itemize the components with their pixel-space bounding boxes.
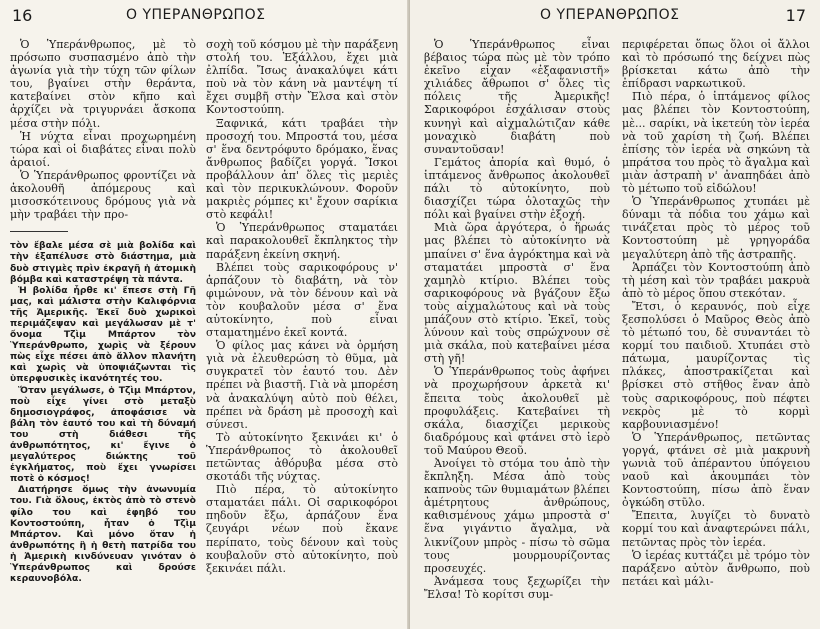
paragraph: Ἔπειτα, λυγίζει τὸ δυνατὸ κορμί του καὶ ἀναφτερώνει πάλι, πετῶντας πρὸς τὸν ἱερέα. bbox=[622, 509, 810, 549]
paragraph: σοχὴ τοῦ κόσμου μὲ τὴν παράξενη στολή του. Ἐξάλλου, ἔχει μιὰ ἐλπίδα. Ἴσως ἀνακαλύψει κάτι ποὺ νὰ τὸν κάνη νὰ μαντέψη τί ἔχει συμβῆ στὴν Ἔλσα καὶ στὸν Κοντοστούπη. bbox=[206, 38, 398, 117]
paragraph: Ὁ ἱερέας κυττάζει μὲ τρόμο τὸν παράξενο αὐτὸν ἄνθρωπο, ποὺ πετάει καὶ μάλι- bbox=[622, 548, 810, 588]
paragraph: Ἡ νύχτα εἶναι προχωρημένη τώρα καὶ οἱ διαβάτες εἶναι πολὺ ἀραιοί. bbox=[10, 129, 196, 169]
footnote-paragraph: τὸν ἔβαλε μέσα σὲ μιὰ βολίδα καὶ τὴν ἐξαπέλυσε στὸ διάστημα, μιὰ δυὸ στιγμὲς πρὶν ἐκραγῆ ἡ ἀτομικὴ βόμβα καὶ καταστρέψη τὰ πάντα. bbox=[10, 240, 196, 285]
paragraph: περιφέρεται ὅπως ὅλοι οἱ ἄλλοι καὶ τὸ πρόσωπό της δείχνει πὼς βρίσκεται κάτω ἀπὸ τὴν ἐπίδρασι ναρκωτικοῦ. bbox=[622, 38, 810, 91]
paragraph: Ὁ Ὑπεράνθρωπος εἶναι βέβαιος τώρα πὼς μὲ τὸν τρόπο ἐκεῖνο εἶχαν «ἐξαφανιστῆ» χιλιάδες ἄθρωποι σ' ὅλες τὶς πόλεις τῆς Ἀμερικῆς! Σαρικοφόροι ἐσχάλισαν στοὺς κυνηγὶ καὶ αἰχμαλώτιζαν κάθε μοναχικὸ διαβάτη ποὺ συναντοῦσαν! bbox=[424, 38, 610, 156]
right-page bbox=[410, 0, 820, 629]
paragraph: Πιὸ πέρα, ὁ ἱπτάμενος φίλος μας βλέπει τὸν Κοντοστούπη, μὲ... σαρίκι, νὰ ἱκετεύη τὸν ἱερέα νὰ τοῦ χαρίση τὴ ζωή. Βλέπει ἐπίσης τὸν ἱερέα νὰ σηκώνη τὰ μπράτσα του πρὸς τὸ ἄγαλμα καὶ μιὰν ἀστραπὴ ν' ἀναπηδάει ἀπὸ τὸ μέτωπο τοῦ εἰδώλου! bbox=[622, 90, 810, 196]
footnote-rule bbox=[10, 231, 68, 232]
paragraph: Ἀνοίγει τὸ στόμα του ἀπὸ τὴν ἔκπληξη. Μέσα ἀπὸ τοὺς καπνοὺς τῶν θυμιαμάτων βλέπει ἀμέτρητους ἀνθρώπους, καθισμένους χάμω μπροστὰ σ' ἕνα γιγάντιο ἄγαλμα, νὰ λικνίζουν μπρὸς - πίσω τὸ σῶμα τους μουρμουρίζοντας προσευχές. bbox=[424, 457, 610, 575]
footnote-paragraph: Ὅταν μεγάλωσε, ὁ Τζὶμ Μπάρτον, ποὺ εἶχε γίνει στὸ μεταξὺ δημοσιογράφος, ἀποφάσισε νὰ βάλη τὸν ἑαυτό του καὶ τὴ δύναμή του στὴ διάθεσι τῆς ἀνθρωπότητος, κι' ἔγινε ὁ μεγαλύτερος διώκτης τοῦ ἐγκλήματος, ποὺ ἔχει γνωρίσει ποτὲ ὁ κόσμος! bbox=[10, 384, 196, 485]
paragraph: Ὁ Ὑπεράνθρωπος, πετῶντας γοργά, φτάνει σὲ μιὰ μακρυνὴ γωνιὰ τοῦ ἀπέραντου ὑπόγειου ναοῦ καὶ ἀκουμπάει τὸν Κοντοστούπη, πίσω ἀπὸ ἕναν ὀγκώδη στῦλο. bbox=[622, 430, 810, 510]
paragraph: Ξαφνικά, κάτι τραβάει τὴν προσοχή του. Μπροστά του, μέσα σ' ἕνα δεντρόφυτο δρόμακο, ἕνας ἄνθρωπος βαδίζει γοργά. Ἴσκοι προβάλλουν ἀπ' ὅλες τὶς μεριὲς καὶ τὸν περικυκλώνουν. Φοροῦν μακριὲς ρόμπες κι' ἔχουν σαρίκια στὸ κεφάλι! bbox=[206, 116, 398, 222]
paragraph: Βλέπει τοὺς σαρικοφόρους ν' ἁρπάζουν τὸ διαβάτη, νὰ τὸν φιμώνουν, νὰ τὸν δένουν καὶ νὰ τὸν κουβαλοῦν μέσα σ' ἕνα αὐτοκίνητο, ποὺ εἶναι σταματημένο ἐκεῖ κοντά. bbox=[206, 260, 398, 340]
footnote-paragraph: Ἡ βολίδα ἦρθε κι' ἔπεσε στὴ Γῆ μας, καὶ μάλιστα στὴν Καλιφόρνια τῆς Ἀμερικῆς. Ἐκεῖ δυὸ χωρικοὶ περιμάζεψαν καὶ μεγάλωσαν μὲ τ' ὄνομα Τζὶμ Μπάρτον τὸν Ὑπεράνθρωπο, χωρὶς νὰ ξέρουν πὼς εἶχε πέσει ἀπὸ ἄλλον πλανήτη καὶ χωρὶς νὰ ὑποψιάζωνται τὶς ὑπερφυσικὲς ἱκανότητές του. bbox=[10, 284, 196, 385]
left-page-header bbox=[0, 6, 410, 28]
left-column-1 bbox=[10, 38, 196, 584]
paragraph: Ἁρπάζει τὸν Κοντοστούπη ἀπὸ τὴ μέση καὶ τὸν τραβάει μακρυὰ ἀπὸ τὸ μέρος ὅπου στεκόταν. bbox=[622, 260, 810, 300]
paragraph: Ὁ Ὑπεράνθρωπος τοὺς ἀφήνει νὰ προχωρήσουν ἀρκετὰ κι' ἔπειτα τοὺς ἀκολουθεῖ μὲ προφυλάξεις. Κατεβαίνει τὴ σκάλα, διασχίζει μερικοὺς διαδρόμους καὶ φτάνει στὸ ἱερὸ τοῦ Μαύρου Θεοῦ. bbox=[424, 365, 610, 457]
paragraph: Ὁ Ὑπεράνθρωπος χτυπάει μὲ δύναμι τὰ πόδια του χάμω καὶ τινάζεται πρὸς τὸ μέρος τοῦ Κοντοστούπη μὲ γρηγοράδα μεγαλύτερη ἀπὸ τῆς ἀστραπῆς. bbox=[622, 195, 810, 261]
left-running-title: Ο ΥΠΕΡΑΝΘΡΩΠΟΣ bbox=[126, 7, 266, 23]
paragraph: Ὁ Ὑπεράνθρωπος φροντίζει νὰ ἀκολουθῆ ἀπόμερους καὶ μισοσκότεινους δρόμους γιὰ νὰ μὴν τραβάει τὴν προ- bbox=[10, 168, 196, 222]
right-column-2 bbox=[622, 38, 810, 588]
right-column-1 bbox=[424, 38, 610, 601]
paragraph: Γεμάτος ἀπορία καὶ θυμό, ὁ ἱπτάμενος ἄνθρωπος ἀκολουθεῖ πάλι τὸ αὐτοκίνητο, ποὺ διασχίζει τώρα ὁλοταχῶς τὴν πόλι καὶ βγαίνει στὴν ἐξοχή. bbox=[424, 155, 610, 222]
paragraph: Πιὸ πέρα, τὸ αὐτοκίνητο σταματάει πάλι. Οἱ σαρικοφόροι πηδοῦν ἔξω, ἁρπάζουν ἕνα ζευγάρι νέων ποὺ ἔκανε περίπατο, τοὺς δένουν καὶ τοὺς κουβαλοῦν στὸ αὐτοκίνητο, ποὺ ξεκινάει πάλι. bbox=[206, 483, 398, 575]
paragraph: Ὁ φίλος μας κάνει νὰ ὁρμήση γιὰ νὰ ἐλευθερώση τὸ θῦμα, μὰ συγκρατεῖ τὸν ἑαυτό του. Δὲν πρέπει νὰ βιαστῆ. Γιὰ νὰ μπορέση νὰ ἀνακαλύψη αὐτὸ ποὺ θέλει, πρέπει νὰ δράση μὲ προσοχὴ καὶ σύνεσι. bbox=[206, 339, 398, 431]
right-running-title: Ο ΥΠΕΡΑΝΘΡΩΠΟΣ bbox=[540, 7, 680, 23]
footnote-paragraph: Διατήρησε ὅμως τὴν ἀνωνυμία του. Γιὰ ὅλους, ἐκτὸς ἀπὸ τὸ στενὸ φίλο του καὶ ἐφηβό του Κοντοστούπη, ἦταν ὁ Τζὶμ Μπάρτον. Καὶ μόνο ὅταν ἡ ἀνθρωπότης ἢ ἡ θετὴ πατρίδα του ἡ Ἀμερικὴ κινδύνευαν γινόταν ὁ Ὑπεράνθρωπος καὶ δρούσε κεραυνοβόλα. bbox=[10, 484, 196, 585]
paragraph: Μιὰ ὥρα ἀργότερα, ὁ ἥρωάς μας βλέπει τὸ αὐτοκίνητο νὰ μπαίνει σ' ἕνα ἀγρόκτημα καὶ νὰ σταματάει μπροστὰ σ' ἕνα χαμηλὸ κτίριο. Βλέπει τοὺς σαρικοφόρους νὰ βγάζουν ἔξω τοὺς αἰχμαλώτους καὶ νὰ τοὺς μπάζουν στὸ κτίριο. Ἐκεῖ, τοὺς λύνουν καὶ τοὺς σπρώχνουν σὲ μιὰ σκάλα, ποὺ κατεβαίνει μέσα στὴ γῆ! bbox=[424, 221, 610, 366]
footnote bbox=[10, 240, 196, 584]
paragraph: Ὁ Ὑπεράνθρωπος, μὲ τὸ πρόσωπο συσπασμένο ἀπὸ τὴν ἀγωνία γιὰ τὴν τύχη τῶν φίλων του, βγαίνει στὴν θεράντα, κατεβαίνει στὸν κῆπο καὶ ἀρχίζει νὰ τριγυρνάει ἄσκοπα μέσα στὴν πόλι. bbox=[10, 38, 196, 130]
left-page-number: 16 bbox=[12, 6, 33, 25]
paragraph: Τὸ αὐτοκίνητο ξεκινάει κι' ὁ Ὑπεράνθρωπος τὸ ἀκολουθεῖ πετῶντας ἀθόρυβα μέσα στὸ σκοτάδι τῆς νύχτας. bbox=[206, 430, 398, 484]
paragraph: Ὁ Ὑπεράνθρωπος σταματάει καὶ παρακολουθεῖ ἔκπληκτος τὴν παράξενη ἐκείνη σκηνή. bbox=[206, 221, 398, 261]
left-column-2 bbox=[206, 38, 398, 575]
right-page-number: 17 bbox=[785, 6, 806, 25]
paragraph: Ἀνάμεσα τους ξεχωρίζει τὴν Ἔλσα! Τὸ κορίτσι συμ- bbox=[424, 574, 610, 601]
paragraph: Ἔτσι, ὁ κεραυνός, ποὺ εἶχε ξεσπολύσει ὁ Μαῦρος Θεὸς ἀπὸ τὸ μέτωπό του, δὲ συναντάει τὸ κορμί του παιδιοῦ. Χτυπάει στὸ πάτωμα, μαυρίζοντας τὶς πλάκες, ἀποστρακίζεται καὶ βρίσκει στὸ στῆθος ἕναν ἀπὸ τοὺς σαρικοφόρους, ποὺ πέφτει νεκρὸς μὲ τὸ κορμὶ καρβουνιασμένο! bbox=[622, 299, 810, 431]
right-page-header bbox=[410, 6, 820, 28]
